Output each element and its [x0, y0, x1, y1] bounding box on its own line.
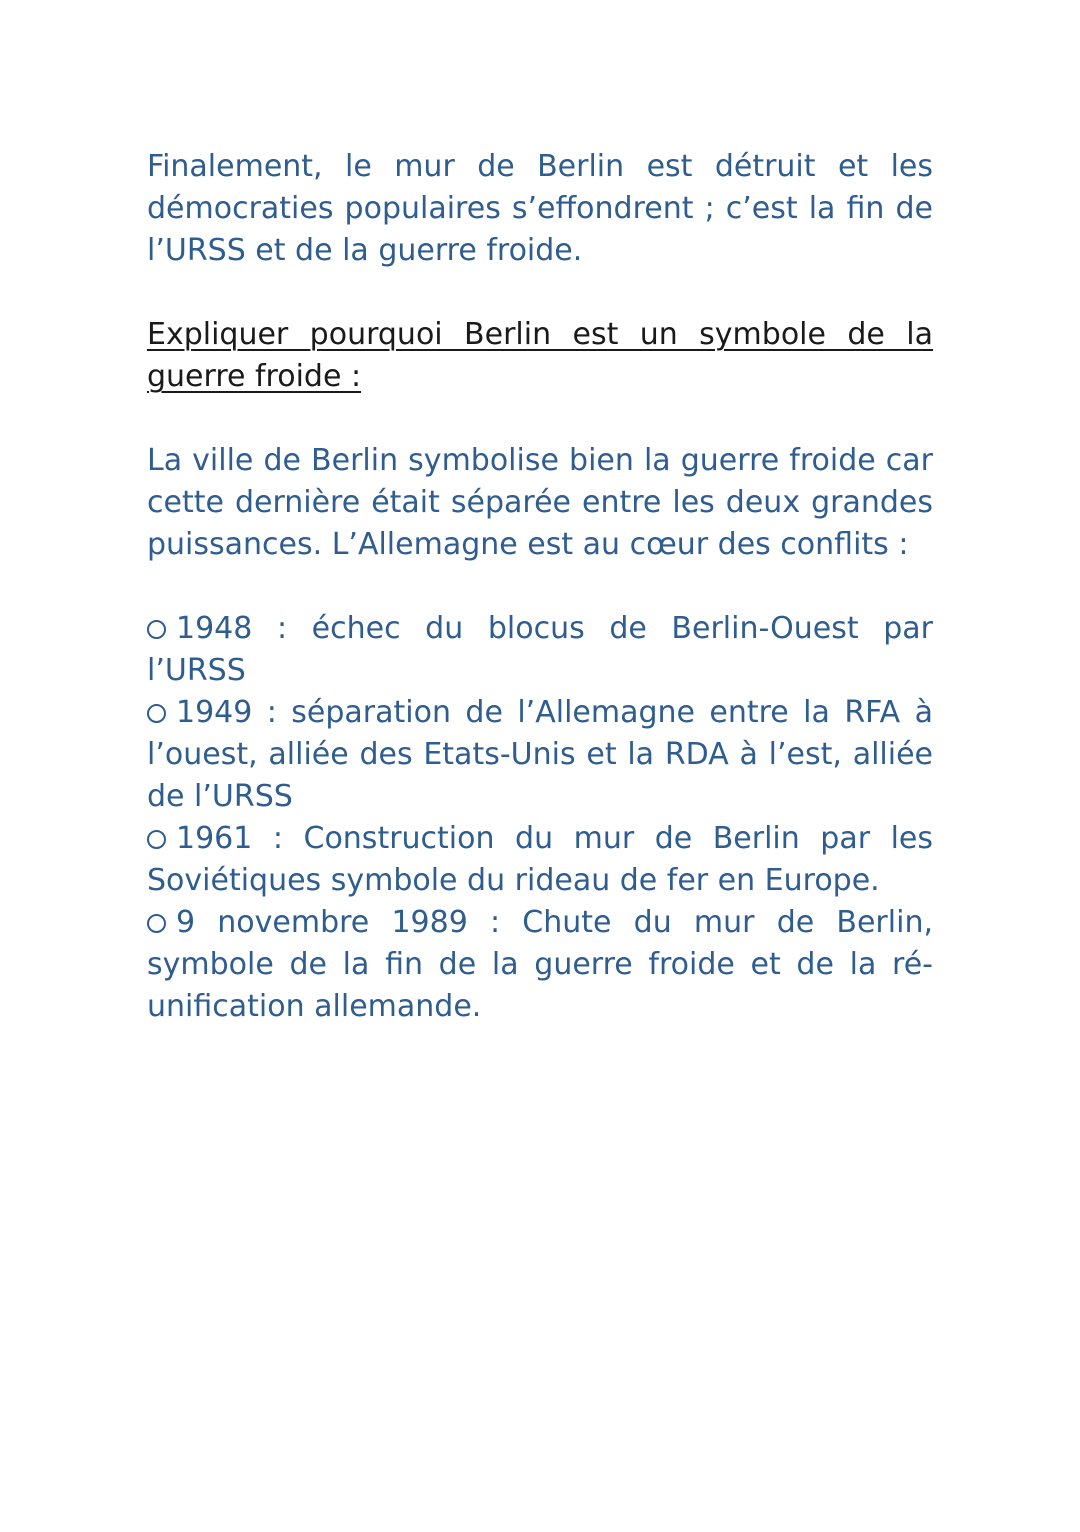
circle-bullet-icon — [147, 704, 166, 723]
circle-bullet-icon — [147, 914, 166, 933]
timeline-item-text: 9 novembre 1989 : Chute du mur de Berlin, symbole de la fin de la guerre froide et de la ré-unification allemande. — [147, 905, 933, 1024]
section-heading: Expliquer pourquoi Berlin est un symbole de la guerre froide : — [147, 317, 933, 394]
intro-paragraph: La ville de Berlin symbolise bien la guerre froide car cette dernière était séparée entre les deux grandes puissances. L’Allemagne est au cœur des conflits : — [147, 443, 933, 562]
timeline-item — [147, 902, 933, 1028]
closing-paragraph: Finalement, le mur de Berlin est détruit et les démocraties populaires s’effondrent ; c’est la fin de l’URSS et de la guerre froide. — [147, 149, 933, 268]
timeline-item — [147, 818, 933, 902]
circle-bullet-icon — [147, 830, 166, 849]
timeline-item — [147, 608, 933, 692]
document-page — [147, 146, 933, 1028]
timeline-item — [147, 692, 933, 818]
timeline-item-text: 1949 : séparation de l’Allemagne entre la RFA à l’ouest, alliée des Etats-Unis et la RDA à l’est, alliée de l’URSS — [147, 695, 933, 814]
circle-bullet-icon — [147, 620, 166, 639]
timeline-list — [147, 608, 933, 1028]
timeline-item-text: 1948 : échec du blocus de Berlin-Ouest par l’URSS — [147, 611, 933, 688]
timeline-item-text: 1961 : Construction du mur de Berlin par les Soviétiques symbole du rideau de fer en Europe. — [147, 821, 933, 898]
